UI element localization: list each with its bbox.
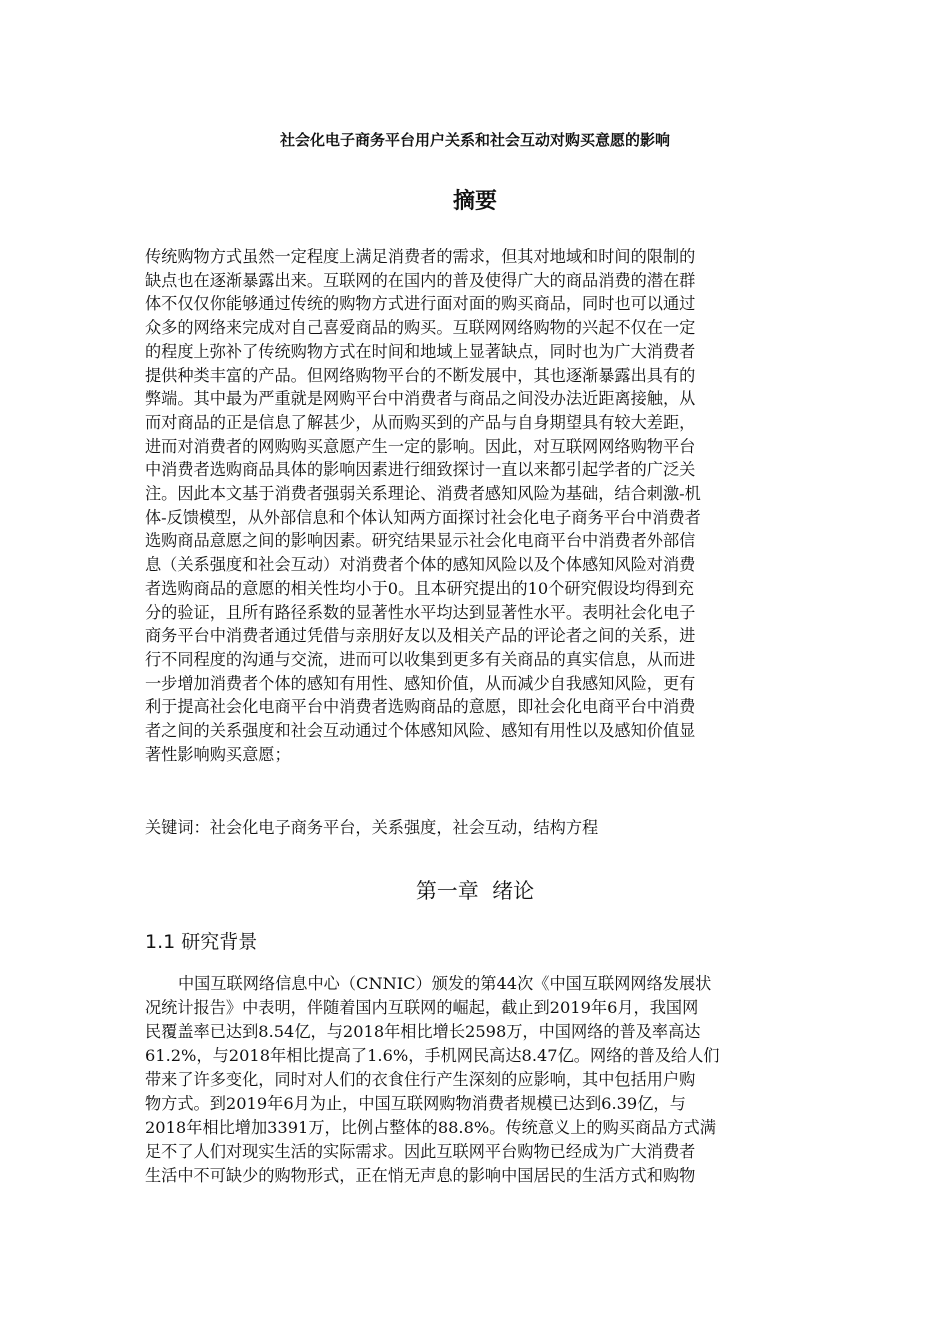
abstract-line: 息（关系强度和社会互动）对消费者个体的感知风险以及个体感知风险对消费 xyxy=(145,555,696,575)
body-line: 带来了许多变化，同时对人们的衣食住行产生深刻的应影响，其中包括用户购 xyxy=(145,1070,696,1089)
abstract-line: 传统购物方式虽然一定程度上满足消费者的需求，但其对地域和时间的限制的 xyxy=(145,247,696,266)
abstract-line: 注。因此本文基于消费者强弱关系理论、消费者感知风险为基础，结合刺激-机 xyxy=(145,484,701,504)
abstract-line: 选购商品意愿之间的影响因素。研究结果显示社会化电商平台中消费者外部信 xyxy=(145,531,696,551)
abstract-line: 分的验证，且所有路径系数的显著性水平均达到显著性水平。表明社会化电子 xyxy=(145,602,696,622)
keywords: 关键词：社会化电子商务平台，关系强度，社会互动，结构方程 xyxy=(145,818,599,837)
document-title: 社会化电子商务平台用户关系和社会互动对购买意愿的影响 xyxy=(279,131,670,149)
body-line: 况统计报告》中表明，伴随着国内互联网的崛起，截止到2019年6月，我国网 xyxy=(145,998,699,1017)
abstract-line: 而对商品的正是信息了解甚少，从而购买到的产品与自身期望具有较大差距， xyxy=(145,412,696,432)
body-line: 民覆盖率已达到8.54亿，与2018年相比增长2598万，中国网络的普及率高达 xyxy=(145,1022,701,1041)
abstract-line: 的程度上弥补了传统购物方式在时间和地域上显著缺点，同时也为广大消费者 xyxy=(145,341,696,361)
abstract-line: 者之间的关系强度和社会互动通过个体感知风险、感知有用性以及感知价值显 xyxy=(145,721,696,741)
abstract-line: 行不同程度的沟通与交流，进而可以收集到更多有关商品的真实信息，从而进 xyxy=(145,649,696,669)
abstract-line: 著性影响购买意愿； xyxy=(145,744,291,764)
abstract-line: 体不仅仅你能够通过传统的购物方式进行面对面的购买商品，同时也可以通过 xyxy=(145,294,696,314)
section-body xyxy=(145,972,805,1188)
body-line: 2018年相比增加3391万，比例占整体的88.8%。传统意义上的购买商品方式满 xyxy=(145,1118,716,1137)
body-line: 61.2%，与2018年相比提高了1.6%，手机网民高达8.47亿。网络的普及给人们 xyxy=(145,1046,720,1065)
section-heading: 1.1 研究背景 xyxy=(145,931,258,953)
abstract-line: 众多的网络来完成对自己喜爱商品的购买。互联网网络购物的兴起不仅在一定 xyxy=(145,318,696,338)
abstract-line: 一步增加消费者个体的感知有用性、感知价值，从而减少自我感知风险，更有 xyxy=(145,673,696,693)
body-line: 足不了人们对现实生活的实际需求。因此互联网平台购物已经成为广大消费者 xyxy=(145,1142,696,1161)
abstract-line: 者选购商品的意愿的相关性均小于0。且本研究提出的10个研究假设均得到充 xyxy=(145,578,694,598)
abstract-line: 利于提高社会化电商平台中消费者选购商品的意愿，即社会化电商平台中消费 xyxy=(145,697,696,717)
abstract-line: 商务平台中消费者通过凭借与亲朋好友以及相关产品的评论者之间的关系，进 xyxy=(145,626,696,646)
body-line: 物方式。到2019年6月为止，中国互联网购物消费者规模已达到6.39亿，与 xyxy=(145,1094,686,1113)
body-line: 中国互联网络信息中心（CNNIC）颁发的第44次《中国互联网网络发展状 xyxy=(178,974,712,993)
abstract-heading: 摘要 xyxy=(452,189,497,214)
body-line: 生活中不可缺少的购物形式，正在悄无声息的影响中国居民的生活方式和购物 xyxy=(145,1166,696,1185)
abstract-line: 进而对消费者的网购购买意愿产生一定的影响。因此，对互联网网络购物平台 xyxy=(145,436,696,456)
abstract-body xyxy=(145,245,805,766)
abstract-line: 弊端。其中最为严重就是网购平台中消费者与商品之间没办法近距离接触，从 xyxy=(145,389,696,409)
abstract-line: 提供种类丰富的产品。但网络购物平台的不断发展中，其也逐渐暴露出具有的 xyxy=(145,365,696,385)
abstract-line: 缺点也在逐渐暴露出来。互联网的在国内的普及使得广大的商品消费的潜在群 xyxy=(145,270,696,290)
chapter-heading: 第一章 绪论 xyxy=(415,879,535,903)
abstract-line: 体-反馈模型，从外部信息和个体认知两方面探讨社会化电子商务平台中消费者 xyxy=(145,507,701,527)
abstract-line: 中消费者选购商品具体的影响因素进行细致探讨一直以来都引起学者的广泛关 xyxy=(145,460,696,480)
